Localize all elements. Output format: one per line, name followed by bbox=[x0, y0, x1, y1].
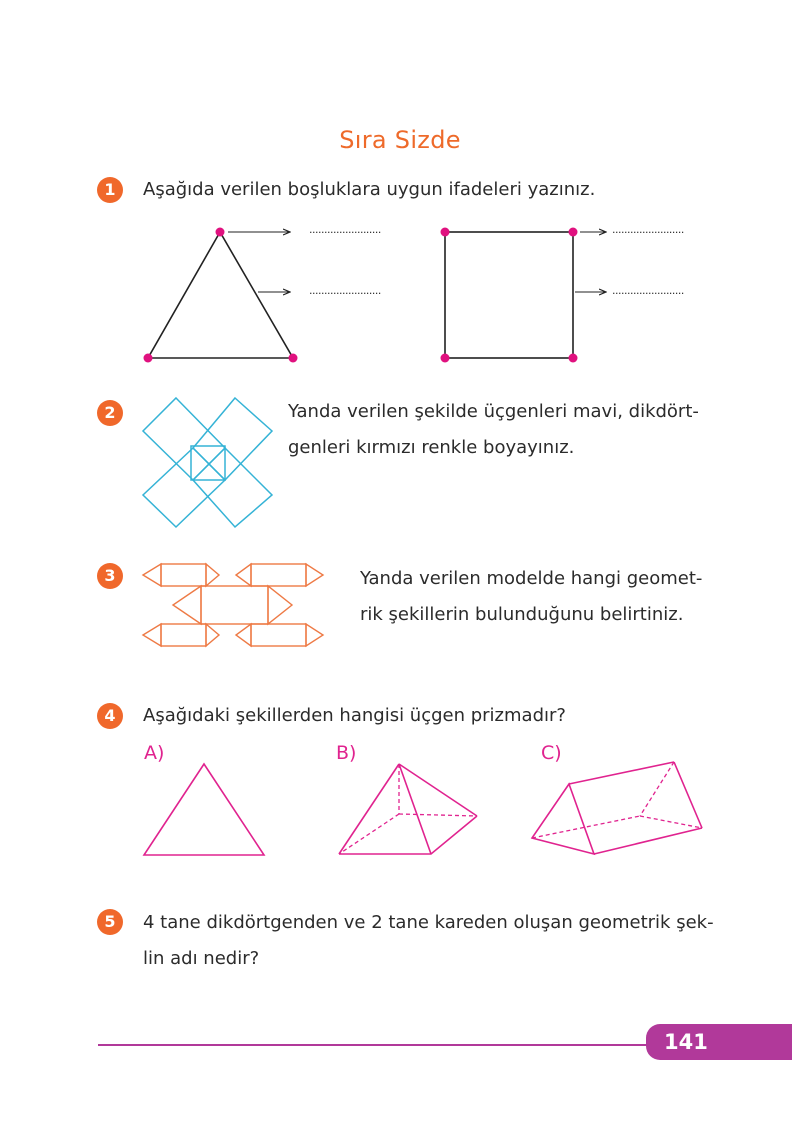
option-a-label[interactable]: A) bbox=[144, 742, 165, 764]
answer-blank[interactable]: ........................ bbox=[309, 284, 381, 297]
question-number-badge: 1 bbox=[97, 177, 123, 203]
vertex-dot bbox=[569, 228, 578, 237]
question-number-badge: 2 bbox=[97, 400, 123, 426]
vertex-dot bbox=[441, 228, 450, 237]
vertex-dot bbox=[289, 354, 298, 363]
triangle-shape bbox=[144, 228, 298, 363]
option-a-triangle[interactable] bbox=[140, 760, 270, 860]
question-4-text: Aşağıdaki şekillerden hangisi üçgen prizmadır? bbox=[143, 705, 566, 726]
footer-divider bbox=[98, 1044, 648, 1046]
answer-blank[interactable]: ........................ bbox=[612, 223, 684, 236]
question-5-text-line1: 4 tane dikdörtgenden ve 2 tane kareden oluşan geometrik şek- bbox=[143, 912, 714, 933]
option-c-label[interactable]: C) bbox=[541, 742, 562, 764]
question-2-figure bbox=[138, 393, 278, 533]
question-2-text-line1: Yanda verilen şekilde üçgenleri mavi, dikdört- bbox=[288, 401, 699, 422]
square-shape bbox=[441, 228, 607, 363]
question-3-text-line2: rik şekillerin bulunduğunu belirtiniz. bbox=[360, 604, 684, 625]
answer-blank[interactable]: ........................ bbox=[309, 223, 381, 236]
section-title: Sıra Sizde bbox=[339, 126, 461, 154]
question-5-text-line2: lin adı nedir? bbox=[143, 948, 260, 969]
vertex-dot bbox=[144, 354, 153, 363]
answer-blank[interactable]: ........................ bbox=[612, 284, 684, 297]
question-number-badge: 5 bbox=[97, 909, 123, 935]
question-number-badge: 3 bbox=[97, 563, 123, 589]
option-c-triangular-prism[interactable] bbox=[528, 758, 708, 858]
question-3-text-line1: Yanda verilen modelde hangi geomet- bbox=[360, 568, 703, 589]
question-number-badge: 4 bbox=[97, 703, 123, 729]
question-3-figure bbox=[140, 558, 330, 658]
option-b-label[interactable]: B) bbox=[336, 742, 357, 764]
question-2-text-line2: genleri kırmızı renkle boyayınız. bbox=[288, 437, 575, 458]
vertex-dot bbox=[216, 228, 225, 237]
page-number: 141 bbox=[646, 1024, 792, 1060]
question-1-text: Aşağıda verilen boşluklara uygun ifadeleri yazınız. bbox=[143, 179, 596, 200]
vertex-dot bbox=[569, 354, 578, 363]
vertex-dot bbox=[441, 354, 450, 363]
option-b-pyramid[interactable] bbox=[335, 760, 485, 860]
